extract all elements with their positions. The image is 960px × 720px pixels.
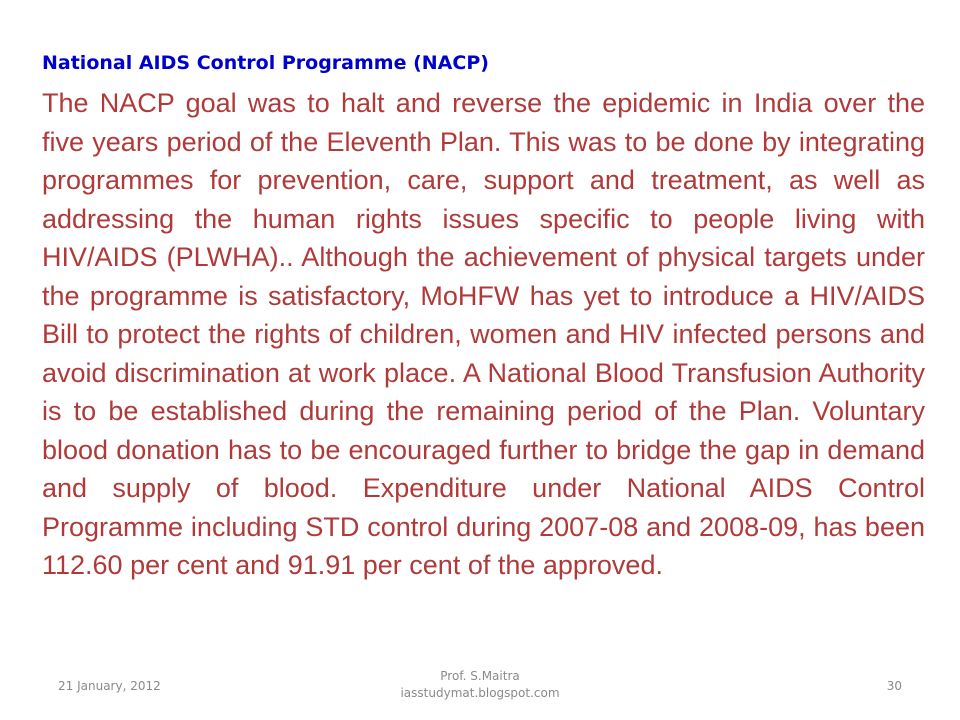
footer-date: 21 January, 2012 (58, 679, 161, 693)
footer-center (380, 668, 580, 702)
footer-author: Prof. S.Maitra (440, 669, 520, 683)
slide-title: National AIDS Control Programme (NACP) (42, 52, 489, 74)
footer-site: iasstudymat.blogspot.com (400, 686, 560, 700)
footer-page-number: 30 (886, 679, 902, 693)
slide-body-text: The NACP goal was to halt and reverse the epidemic in India over the five years period of the Eleventh Plan. This was to be done by integrating programmes for prevention, care, support and treatment, as well as addressing the human rights issues specific to people living with HIV/AIDS (PLWHA).. Although the achievement of physical targets under the programme is satisfactory, MoHFW has yet to introduce a HIV/AIDS Bill to protect the rights of children, women and HIV infected persons and avoid discrimination at work place. A National Blood Transfusion Authority is to be established during the remaining period of the Plan. Voluntary blood donation has to be encouraged further to bridge the gap in demand and supply of blood. Expenditure under National AIDS Control Programme including STD control during 2007-08 and 2008-09, has been 112.60 per cent and 91.91 per cent of the approved. (42, 88, 925, 580)
